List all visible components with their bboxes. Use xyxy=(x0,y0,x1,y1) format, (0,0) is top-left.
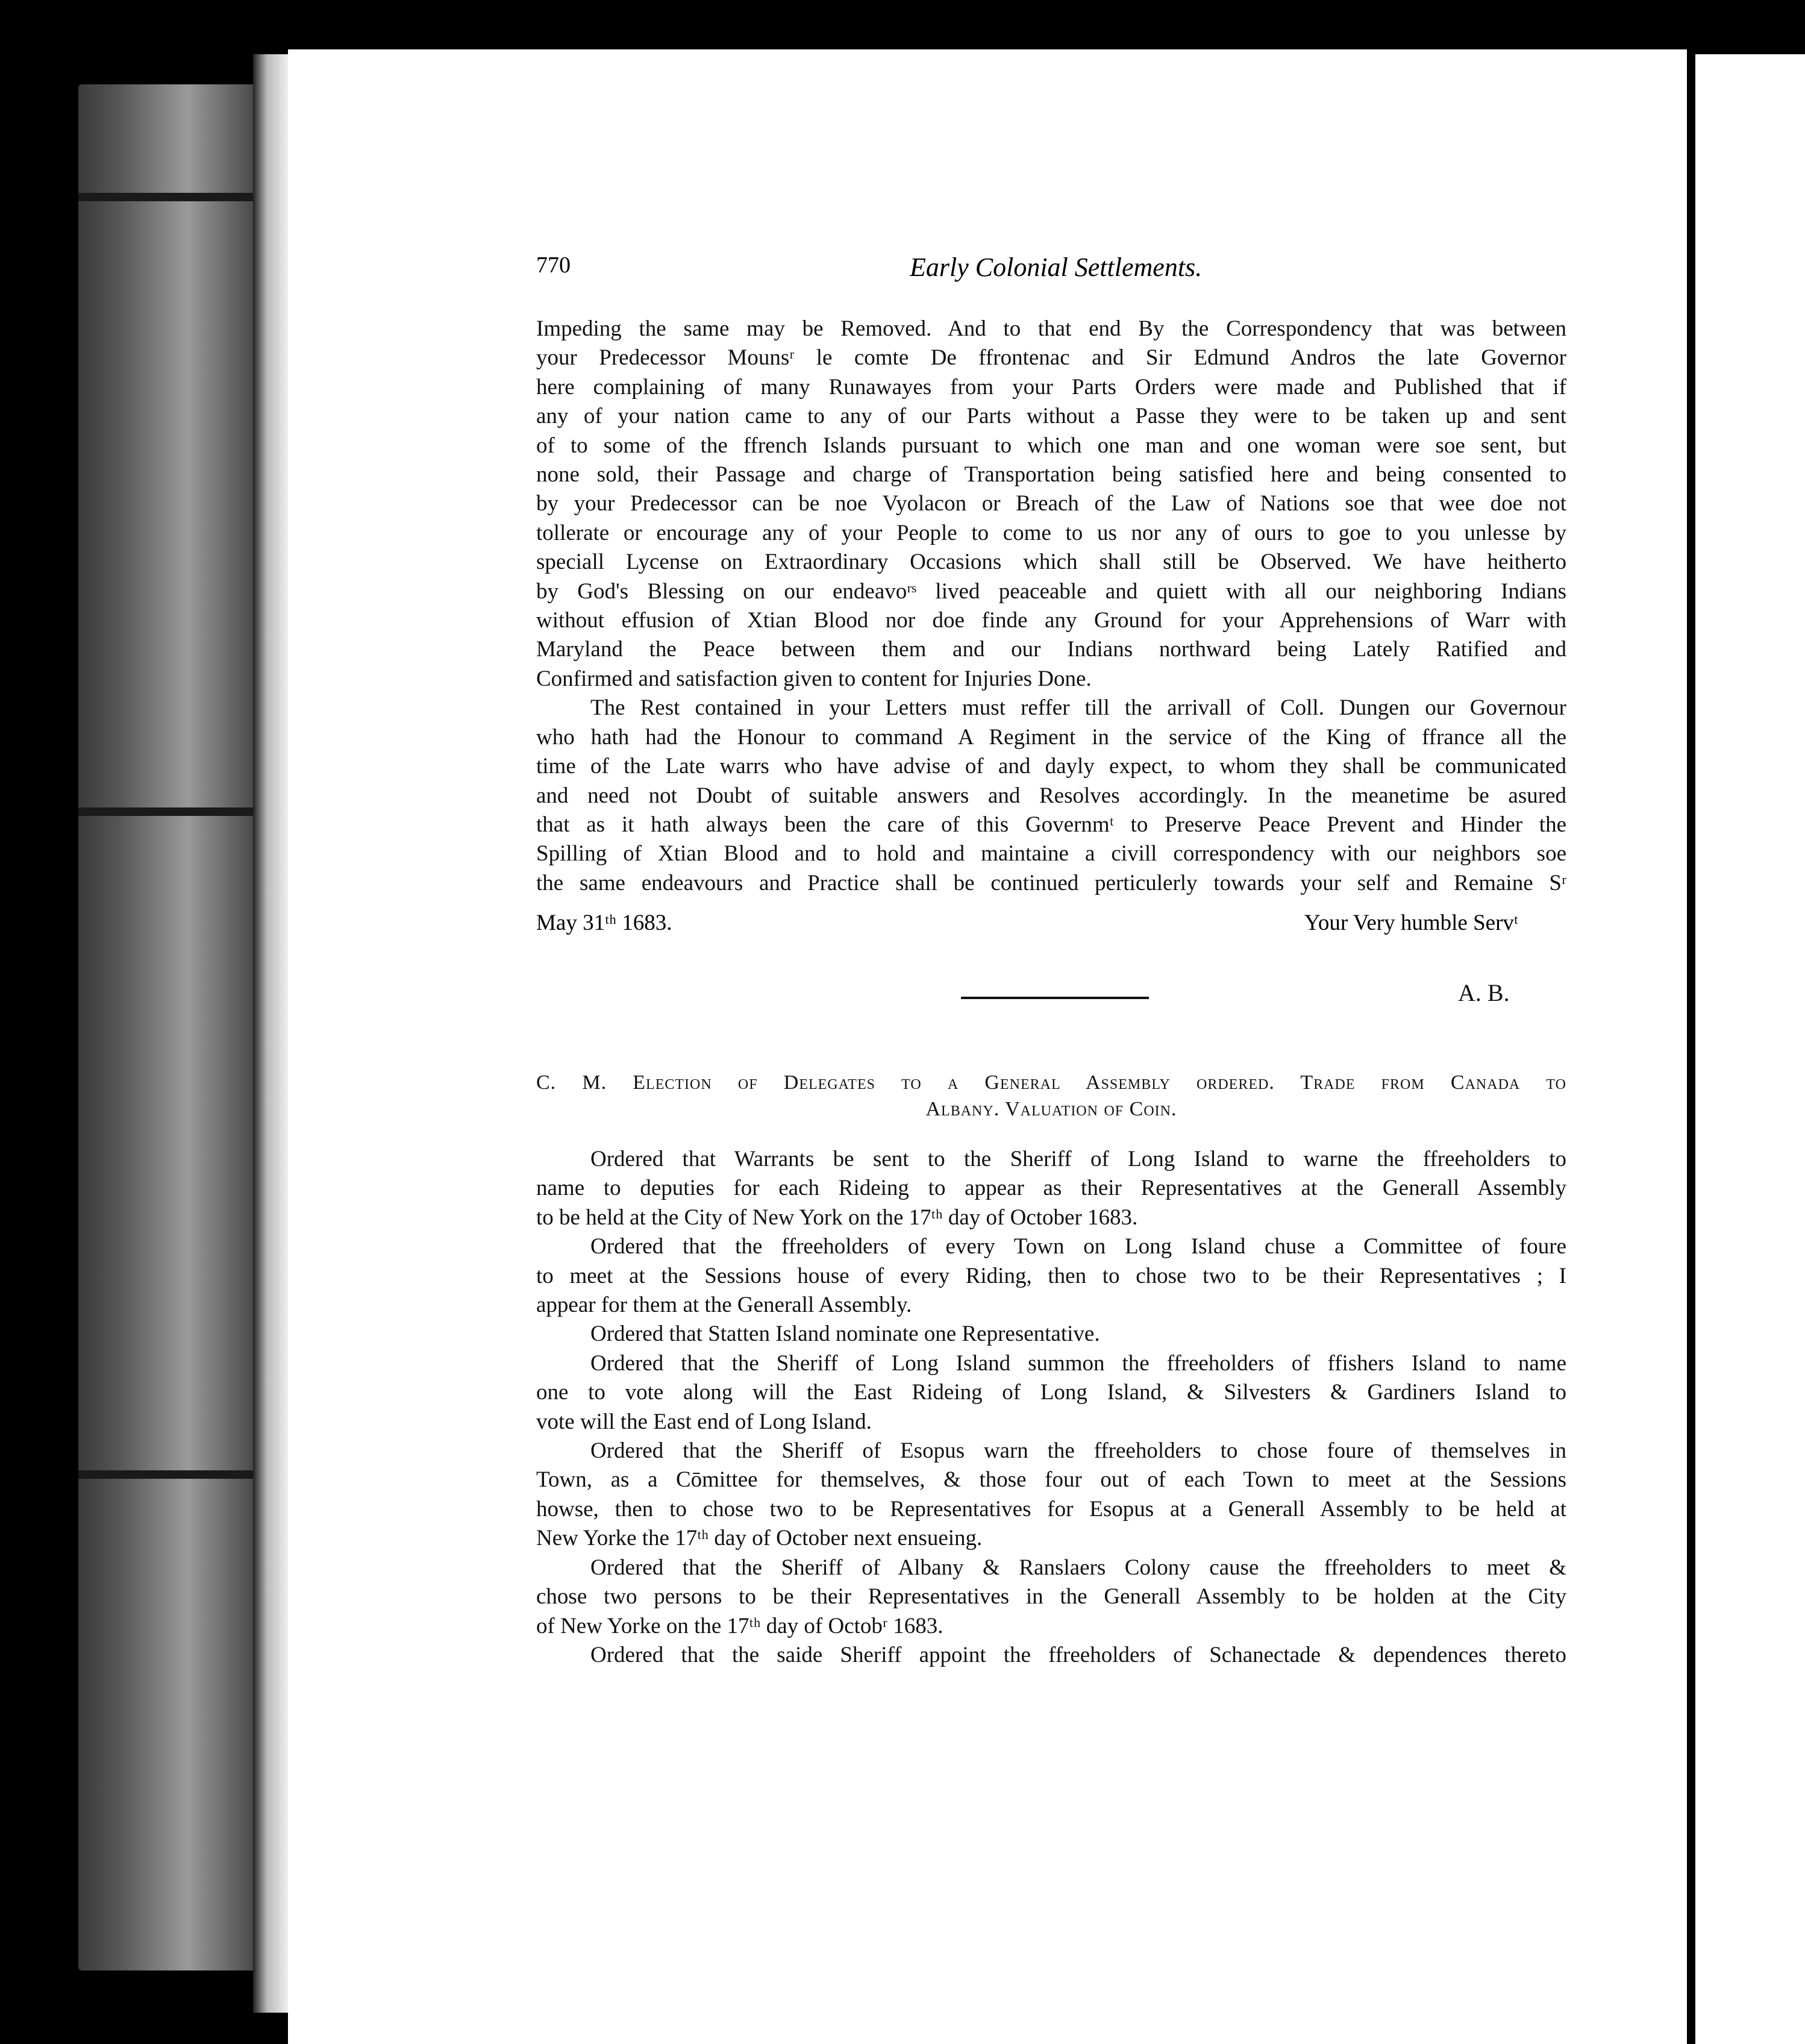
spine-band xyxy=(78,807,277,816)
text-line: and need not Doubt of suitable answers and Resolves accordingly. In the meanetime be asured xyxy=(536,783,1566,808)
section-heading-line: Albany. Valuation of Coin. xyxy=(925,1098,1177,1120)
text-line: to meet at the Sessions house of every Riding, then to chose two to be their Representatives ; I xyxy=(536,1263,1566,1288)
text-line: appear for them at the Generall Assembly. xyxy=(536,1293,912,1318)
letter-body xyxy=(536,315,1566,898)
text-line: Impeding the same may be Removed. And to that end By the Correspondency that was between xyxy=(536,316,1566,341)
text-line: Ordered that Statten Island nominate one Representative. xyxy=(590,1321,1100,1347)
letter-closing xyxy=(536,910,1518,940)
text-line: of to some of the ffrench Islands pursuant to which one man and one woman were soe sent, but xyxy=(536,433,1566,458)
text-line: Ordered that the Sheriff of Albany & Ranslaers Colony cause the ffreeholders to meet & xyxy=(590,1555,1566,1580)
section-body xyxy=(536,1145,1566,1670)
text-line: of New Yorke on the 17ᵗʰ day of Octobʳ 1683. xyxy=(536,1613,943,1638)
letter-date: May 31ᵗʰ 1683. xyxy=(536,911,672,935)
letter-initials: A. B. xyxy=(1458,979,1510,1006)
text-line: without effusion of Xtian Blood nor doe finde any Ground for your Apprehensions of Warr with xyxy=(536,608,1566,633)
text-line: Ordered that the Sheriff of Long Island summon the ffreeholders of ffishers Island to name xyxy=(590,1350,1566,1376)
text-line: Spilling of Xtian Blood and to hold and maintaine a civill correspondency with our neighbors soe xyxy=(536,841,1566,867)
section-heading xyxy=(536,1071,1566,1121)
text-line: Confirmed and satisfaction given to content for Injuries Done. xyxy=(536,666,1092,691)
page-gutter xyxy=(1687,49,1695,2044)
text-line: Town, as a Cōmittee for themselves, & those four out of each Town to meet at the Sessions xyxy=(536,1467,1566,1493)
text-line: Ordered that the saide Sheriff appoint the ffreeholders of Schanectade & dependences thereto xyxy=(590,1642,1566,1667)
text-line: here complaining of many Runawayes from your Parts Orders were made and Published that if xyxy=(536,374,1566,400)
spine-band xyxy=(78,1470,277,1479)
section-heading-line: C. M. Election of Delegates to a General Assembly ordered. Trade from Canada to xyxy=(536,1071,1566,1094)
facing-page-edge xyxy=(1695,54,1805,2044)
text-line: any of your nation came to any of our Parts without a Passe they were to be taken up and sent xyxy=(536,404,1566,429)
text-line: Ordered that the Sheriff of Esopus warn the ffreeholders to chose foure of themselves in xyxy=(590,1438,1566,1464)
running-title: Early Colonial Settlements. xyxy=(910,252,1203,282)
text-line: your Predecessor Mounsʳ le comte De ffrontenac and Sir Edmund Andros the late Governor xyxy=(536,345,1566,371)
text-line: The Rest contained in your Letters must reffer till the arrivall of Coll. Dungen our Governour xyxy=(590,695,1566,721)
text-line: tollerate or encourage any of your People to come to us nor any of ours to goe to you unlesse by xyxy=(536,520,1566,545)
text-line: one to vote along will the East Rideing of Long Island, & Silvesters & Gardiners Island to xyxy=(536,1380,1566,1405)
text-line: Maryland the Peace between them and our Indians northward being Lately Ratified and xyxy=(536,637,1566,662)
text-line: the same endeavours and Practice shall be continued perticulerly towards your self and Remaine Sʳ xyxy=(536,870,1566,895)
book-spine xyxy=(78,84,277,1970)
spine-band xyxy=(78,193,277,201)
text-line: who hath had the Honour to command A Regiment in the service of the King of ffrance all the xyxy=(536,724,1566,750)
text-line: name to deputies for each Rideing to appear as their Representatives at the Generall Assembly xyxy=(536,1176,1566,1201)
page-number: 770 xyxy=(536,252,571,278)
text-line: by God's Blessing on our endeavoʳˢ lived peaceable and quiett with all our neighboring Indians xyxy=(536,578,1566,604)
text-line: vote will the East end of Long Island. xyxy=(536,1409,872,1434)
section-divider xyxy=(961,997,1149,999)
text-line: Ordered that Warrants be sent to the Sheriff of Long Island to warne the ffreeholders to xyxy=(590,1147,1566,1171)
book-binding xyxy=(0,0,288,2044)
text-line: by your Predecessor can be noe Vyolacon or Breach of the Law of Nations soe that wee doe not xyxy=(536,491,1566,516)
text-line: Ordered that the ffreeholders of every Town on Long Island chuse a Committee of foure xyxy=(590,1234,1566,1259)
text-line: New Yorke the 17ᵗʰ day of October next ensueing. xyxy=(536,1526,983,1551)
text-line: to be held at the City of New York on the 17ᵗʰ day of October 1683. xyxy=(536,1205,1138,1230)
text-line: chose two persons to be their Representatives in the Generall Assembly to be holden at the City xyxy=(536,1584,1566,1610)
running-header xyxy=(536,252,1241,288)
text-line: none sold, their Passage and charge of Transportation being satisfied here and being consented to xyxy=(536,462,1566,487)
text-line: time of the Late warrs who have advise of and dayly expect, to whom they shall be communicated xyxy=(536,754,1566,779)
letter-signoff: Your Very humble Servᵗ xyxy=(1304,911,1518,935)
text-line: that as it hath always been the care of this Governmᵗ to Preserve Peace Prevent and Hinder the xyxy=(536,812,1566,837)
text-line: speciall Lycense on Extraordinary Occasions which shall still be Observed. We have heitherto xyxy=(536,550,1566,575)
page-edge xyxy=(253,54,288,2013)
text-line: howse, then to chose two to be Representatives for Esopus at a Generall Assembly to be held at xyxy=(536,1496,1566,1522)
